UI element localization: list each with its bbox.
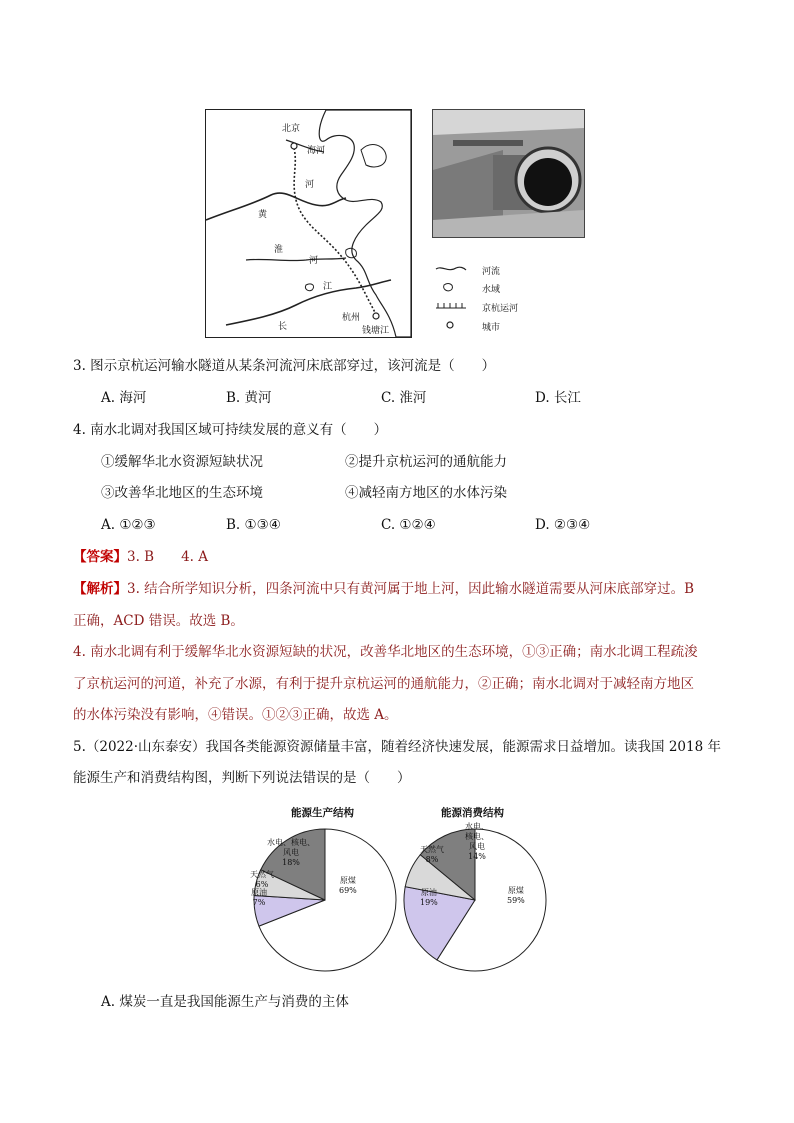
- yellow-river: [206, 193, 346, 220]
- analysis-line-4: 了京杭运河的河道，补充了水源，有利于提升京杭运河的通航能力，②正确；南水北调对于减轻南方地区: [73, 676, 694, 692]
- q4-option-c: C. ①②④: [381, 517, 436, 533]
- q4-option-a: A. ①②③: [101, 517, 156, 533]
- pie1-label-gas: 天然气 6%: [250, 870, 274, 889]
- pie1-label-coal: 原煤 69%: [339, 876, 357, 895]
- legend-canal-label: 京杭运河: [482, 304, 519, 314]
- q4-item-1: ①缓解华北水资源短缺状况: [101, 454, 263, 470]
- q3-option-a: A. 海河: [101, 390, 147, 406]
- label-haihe: 海河: [307, 146, 326, 156]
- q3-option-c: C. 淮河: [381, 390, 427, 406]
- q4-item-4: ④减轻南方地区的水体污染: [345, 485, 507, 501]
- pie1-label-oil: 原油 7%: [251, 888, 267, 907]
- pie1-label-hydro: 水电、核电、风电 18%: [267, 838, 315, 867]
- legend-symbols: [432, 262, 472, 334]
- legend-river-label: 河流: [482, 267, 501, 277]
- pie2-label-coal: 原煤 59%: [507, 886, 525, 905]
- analysis-line-1: [73, 579, 694, 599]
- label-qiantang: 钱塘江: [362, 326, 390, 336]
- q5-option-a: A. 煤炭一直是我国能源生产与消费的主体: [101, 994, 349, 1010]
- q4-stem: 4. 南水北调对我国区域可持续发展的意义有（ ）: [73, 422, 388, 438]
- answer-line: [73, 547, 208, 567]
- hangzhou-dot: [373, 313, 379, 319]
- pie2-label-gas: 天然气 8%: [420, 845, 444, 864]
- label-chang: 长: [278, 322, 288, 332]
- map-drawing: [206, 110, 411, 337]
- label-he1: 河: [305, 180, 315, 190]
- huai-river: [246, 258, 346, 261]
- analysis-line-3: 4. 南水北调有利于缓解华北水资源短缺的状况，改善华北地区的生态环境，①③正确；南水北调工程疏浚: [73, 644, 698, 660]
- label-jiang: 江: [323, 282, 333, 292]
- map-legend: [432, 262, 552, 334]
- coastline: [319, 110, 411, 337]
- yangtze-river: [226, 280, 391, 325]
- lake-2: [305, 284, 313, 291]
- label-huang: 黄: [258, 210, 268, 220]
- beijing-dot: [291, 143, 297, 149]
- pie2-label-hydro: 水电、核电、风电 14%: [465, 822, 489, 861]
- legend-water-icon: [444, 284, 453, 291]
- label-beijing: 北京: [282, 124, 301, 134]
- q5-stem-line-2: 能源生产和消费结构图，判断下列说法错误的是（ ）: [73, 770, 411, 786]
- pie2-label-oil: 原油 19%: [420, 888, 438, 907]
- answer-text: 3. B 4. A: [127, 549, 209, 565]
- label-huai: 淮: [274, 245, 284, 255]
- q3-option-d: D. 长江: [535, 390, 581, 406]
- pie2-title: 能源消费结构: [441, 807, 504, 819]
- q4-option-b: B. ①③④: [226, 517, 281, 533]
- q3-stem: 3. 图示京杭运河输水隧道从某条河流河床底部穿过，该河流是（ ）: [73, 358, 496, 374]
- label-hangzhou: 杭州: [342, 313, 361, 323]
- legend-river-icon: [436, 267, 466, 270]
- q4-item-3: ③改善华北地区的生态环境: [101, 485, 263, 501]
- q4-item-2: ②提升京杭运河的通航能力: [345, 454, 507, 470]
- legend-city-label: 城市: [482, 323, 501, 333]
- pie1-title: 能源生产结构: [291, 807, 354, 819]
- analysis-line-2: 正确，ACD 错误。故选 B。: [73, 613, 244, 629]
- tunnel-photo: [432, 109, 585, 238]
- q4-option-d: D. ②③④: [535, 517, 591, 533]
- answer-label: 【答案】: [73, 549, 127, 565]
- legend-canal-icon: [436, 303, 466, 308]
- q3-option-b: B. 黄河: [226, 390, 272, 406]
- q5-stem-line-1: 5.（2022·山东泰安）我国各类能源资源储量丰富，随着经济快速发展，能源需求日益增加。读我国 2018 年: [73, 739, 721, 755]
- analysis-line-5: 的水体污染没有影响，④错误。①②③正确，故选 A。: [73, 707, 398, 723]
- legend-city-icon: [447, 322, 453, 328]
- label-he2: 河: [309, 256, 319, 266]
- legend-water-label: 水域: [482, 285, 501, 295]
- canal-map: [205, 109, 412, 338]
- analysis-text-1: 3. 结合所学知识分析，四条河流中只有黄河属于地上河，因此输水隧道需要从河床底部穿过。B: [127, 581, 695, 597]
- tunnel-photo-drawing: [433, 110, 584, 237]
- analysis-label: 【解析】: [73, 581, 127, 597]
